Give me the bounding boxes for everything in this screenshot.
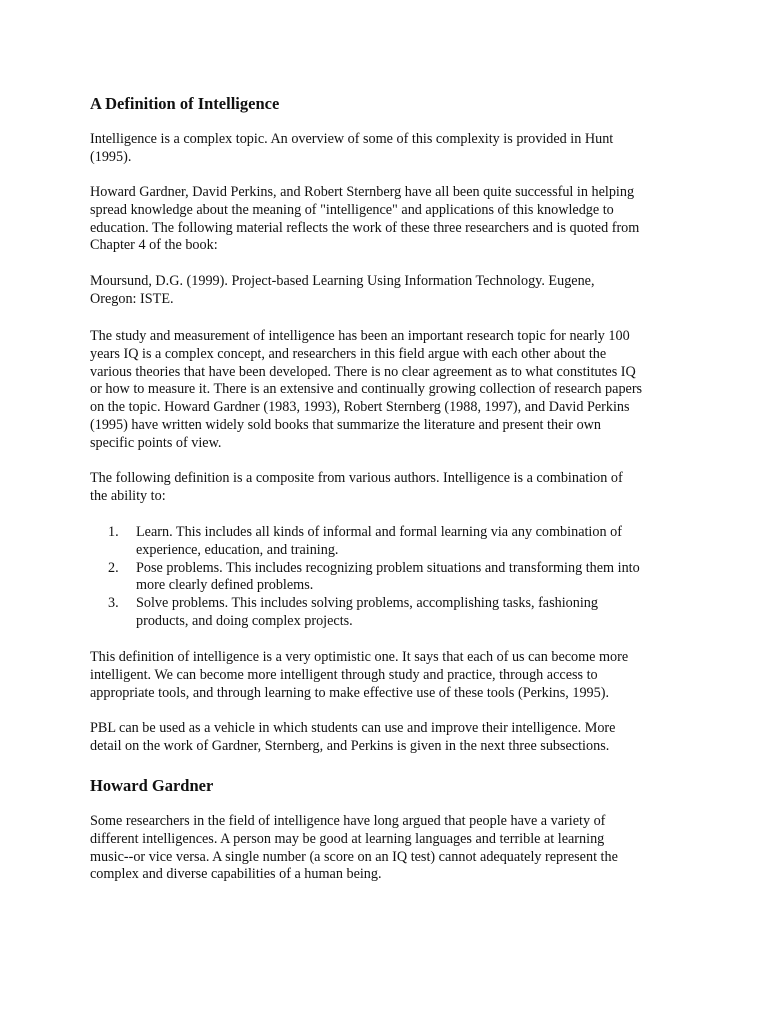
list-item: 1. Learn. This includes all kinds of informal and formal learning via any combination of experience, education, and training. <box>108 524 622 558</box>
list-item: 3. Solve problems. This includes solving problems, accomplishing tasks, fashioning products, and doing complex projects. <box>108 595 598 629</box>
paragraph-researchers: Howard Gardner, David Perkins, and Robert Sternberg have all been quite successful in helping spread knowledge about the meaning of "intelligence" and applications of this knowledge to education. The following material reflects the work of these three researchers and is quoted from Chapter 4 of the book: <box>90 184 640 254</box>
ability-list <box>90 524 690 631</box>
paragraph-gardner: Some researchers in the field of intelligence have long argued that people have a variety of different intelligences. A person may be good at learning languages and terrible at learning music--or vice versa. A single number (a score on an IQ test) cannot adequately represent the complex and diverse capabilities of a human being. <box>90 813 618 883</box>
list-item: 2. Pose problems. This includes recognizing problem situations and transforming them into more clearly defined problems. <box>108 559 640 594</box>
section-heading-gardner: Howard Gardner <box>90 776 214 795</box>
paragraph-pbl: PBL can be used as a vehicle in which students can use and improve their intelligence. More detail on the work of Gardner, Sternberg, and Perkins is given in the next three subsections. <box>90 720 616 754</box>
section-heading-definition: A Definition of Intelligence <box>90 94 280 113</box>
paragraph-intro: Intelligence is a complex topic. An overview of some of this complexity is provided in Hunt (1995). <box>90 131 614 165</box>
paragraph-optimistic: This definition of intelligence is a very optimistic one. It says that each of us can become more intelligent. We can become more intelligent through study and practice, through access to appropriate tools, and through learning to make effective use of these tools (Perkins, 1995). <box>90 649 629 701</box>
paragraph-citation: Moursund, D.G. (1999). Project-based Learning Using Information Technology. Eugene, Oregon: ISTE. <box>90 273 595 307</box>
paragraph-definition: The following definition is a composite from various authors. Intelligence is a combination of the ability to: <box>90 470 623 504</box>
paragraph-study: The study and measurement of intelligence has been an important research topic for nearly 100 years IQ is a complex concept, and researchers in this field argue with each other about the various theories that have been developed. There is no clear agreement as to what constitutes IQ or how to measure it. There is an extensive and continually growing collection of research papers on the topic. Howard Gardner (1983, 1993), Robert Sternberg (1988, 1997), and David Perkins (1995) have written widely sold books that summarize the literature and present their own specific points of view. <box>90 328 643 451</box>
